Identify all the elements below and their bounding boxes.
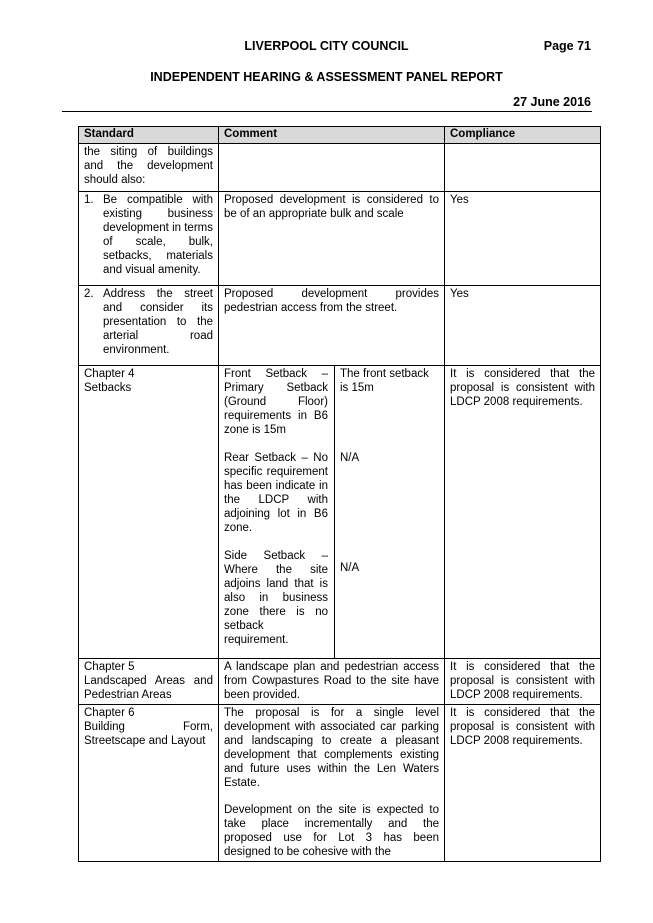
standard-cell: the siting of buildings and the development should also: (79, 144, 219, 192)
rear-setback-value: N/A (340, 452, 360, 464)
comment-paragraph: Development on the site is expected to take place incrementally and the proposed use for Lot 3 has been designed to be cohesive with the (224, 804, 439, 858)
table-row (79, 659, 601, 705)
assessment-table (78, 126, 601, 862)
chapter-title: Setbacks (84, 382, 132, 394)
compliance-cell (445, 144, 601, 192)
compliance-cell: It is considered that the proposal is consistent with LDCP 2008 requirements. (445, 705, 601, 862)
comment-cell (219, 705, 445, 862)
chapter-title: Building Form, Streetscape and Layout (84, 721, 213, 747)
front-setback-value: The front setback is 15m (340, 368, 429, 394)
compliance-cell: It is considered that the proposal is consistent with LDCP 2008 requirements. (445, 366, 601, 659)
item-number: 1. (84, 194, 94, 206)
chapter-title: Landscaped Areas and Pedestrian Areas (84, 675, 213, 701)
standard-cell (79, 705, 219, 862)
table-row (79, 705, 601, 862)
table-header-row (79, 127, 601, 144)
chapter-number: Chapter 4 (84, 368, 135, 380)
column-header-comment: Comment (219, 127, 445, 144)
compliance-cell: It is considered that the proposal is consistent with LDCP 2008 requirements. (445, 659, 601, 705)
standard-text: Address the street and consider its presentation to the arterial road environment. (103, 288, 213, 356)
report-date: 27 June 2016 (513, 95, 591, 109)
setback-requirements (219, 366, 335, 658)
comment-cell: Proposed development provides pedestrian access from the street. (219, 286, 445, 366)
column-header-standard: Standard (79, 127, 219, 144)
compliance-cell: Yes (445, 192, 601, 286)
standard-cell (79, 659, 219, 705)
setback-values (335, 366, 444, 658)
council-name: LIVERPOOL CITY COUNCIL (244, 39, 409, 53)
header-rule (62, 111, 592, 112)
compliance-cell: Yes (445, 286, 601, 366)
front-setback-requirement: Front Setback – Primary Setback (Ground Floor) requirements in B6 zone is 15m (224, 368, 328, 436)
standard-cell (79, 286, 219, 366)
report-title: INDEPENDENT HEARING & ASSESSMENT PANEL REPORT (150, 70, 503, 84)
table-row (79, 286, 601, 366)
comment-cell: A landscape plan and pedestrian access from Cowpastures Road to the site have been provided. (219, 659, 445, 705)
column-header-compliance: Compliance (445, 127, 601, 144)
chapter-number: Chapter 5 (84, 661, 135, 673)
table-row (79, 192, 601, 286)
side-setback-value: N/A (340, 562, 360, 574)
side-setback-requirement: Side Setback – Where the site adjoins land that is also in business zone there is no setback requirement. (224, 550, 328, 646)
standard-text: Be compatible with existing business development in terms of scale, bulk, setbacks, materials and visual amenity. (103, 194, 213, 276)
standard-cell (79, 366, 219, 659)
page-number: Page 71 (543, 39, 591, 53)
comment-cell: Proposed development is considered to be of an appropriate bulk and scale (219, 192, 445, 286)
item-number: 2. (84, 288, 94, 300)
comment-cell (219, 366, 445, 659)
comment-cell (219, 144, 445, 192)
comment-paragraph: The proposal is for a single level development with associated car parking and landscaping to create a pleasant development that complements existing and future uses within the Len Waters Estate. (224, 707, 439, 789)
front-setback-row (219, 366, 444, 658)
table-row (79, 144, 601, 192)
table-row (79, 366, 601, 659)
chapter-number: Chapter 6 (84, 707, 135, 719)
rear-setback-requirement: Rear Setback – No specific requirement has been indicate in the LDCP with adjoining lot in B6 zone. (224, 452, 328, 534)
standard-cell (79, 192, 219, 286)
